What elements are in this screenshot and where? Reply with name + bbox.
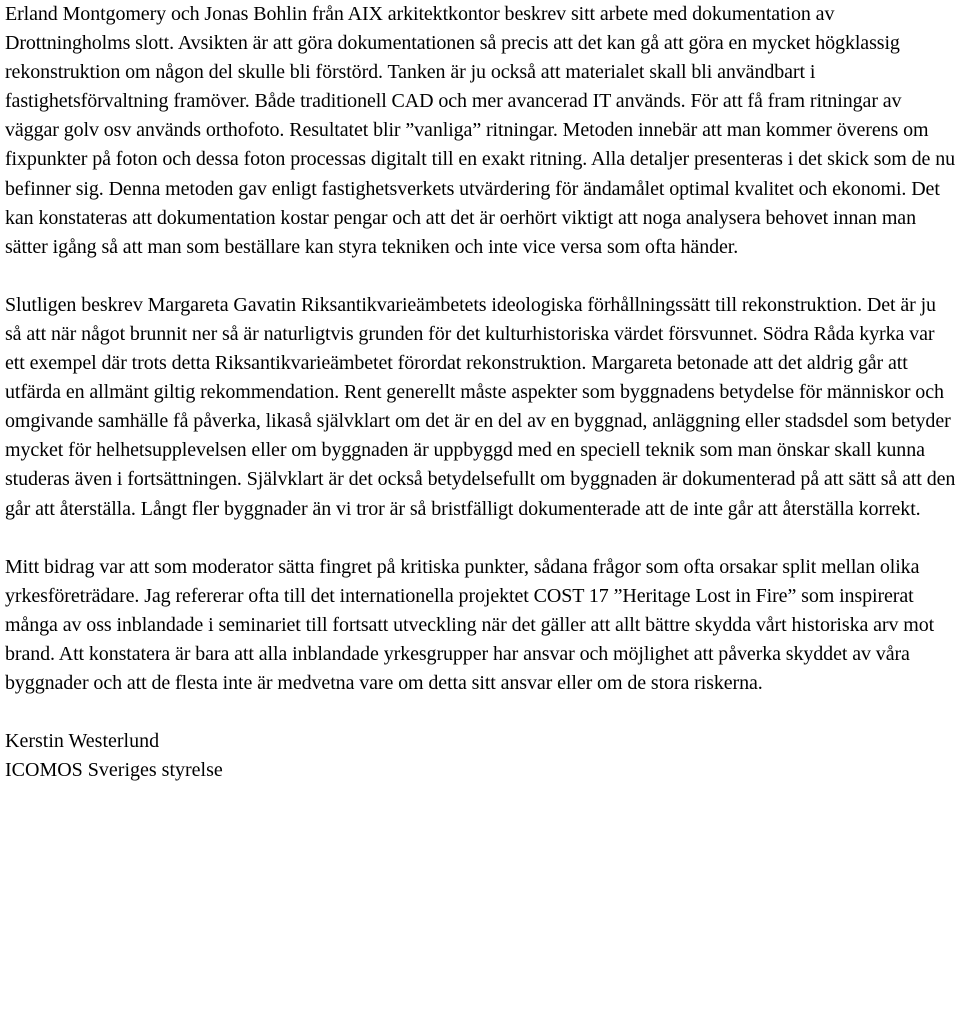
signature-name: Kerstin Westerlund: [5, 730, 160, 753]
paragraph-moderator: Mitt bidrag var att som moderator sätta fingret på kritiska punkter, sådana frågor som ofta orsakar split mellan olika yrkesföreträdare. Jag refererar ofta till det internationella projektet COST 17 ”Heritage Lost in Fire” som inspirerat många av oss inblandade i seminariet till fortsatt utveckling när det gäller att allt bättre skydda vårt historiska arv mot brand. Att konstatera är bara att alla inblandade yrkesgrupper har ansvar och möjlighet att påverka skyddet av våra byggnader och att de flesta inte är medvetna vare om detta sitt ansvar eller om de stora riskerna.: [5, 555, 935, 694]
signature-organization: ICOMOS Sveriges styrelse: [5, 759, 223, 782]
paragraph-aix-documentation: Erland Montgomery och Jonas Bohlin från AIX arkitektkontor beskrev sitt arbete med dokumentation av Drottningholms slott. Avsikten är att göra dokumentationen så precis att det kan gå att göra en mycket högklassig rekonstruktion om någon del skulle bli förstörd. Tanken är ju också att materialet skall bli användbart i fastighetsförvaltning framöver. Både traditionell CAD och mer avancerad IT används. För att få fram ritningar av väggar golv osv används orthofoto. Resultatet blir ”vanliga” ritningar. Metoden innebär att man kommer överens om fixpunkter på foton och dessa foton processas digitalt till en exakt ritning. Alla detaljer presenteras i det skick som de nu befinner sig. Denna metoden gav enligt fastighetsverkets utvärdering för ändamålet optimal kvalitet och ekonomi. Det kan konstateras att dokumentation kostar pengar och att det är oerhört viktigt att noga analysera behovet innan man sätter igång så att man som beställare kan styra tekniken och inte vice versa som ofta händer.: [5, 3, 956, 258]
signature-block: [5, 727, 957, 785]
document-page: [5, 0, 957, 785]
paragraph-riksantikvarieambetet: Slutligen beskrev Margareta Gavatin Riksantikvarieämbetets ideologiska förhållningssätt till rekonstruktion. Det är ju så att när något brunnit ner så är naturligtvis grunden för det kulturhistoriska värdet försvunnet. Södra Råda kyrka var ett exempel där trots detta Riksantikvarieämbetet förordat rekonstruktion. Margareta betonade att det aldrig går att utfärda en allmänt giltig rekommendation. Rent generellt måste aspekter som byggnadens betydelse för människor och omgivande samhälle få påverka, likaså självklart om det är en del av en byggnad, anläggning eller stadsdel som betyder mycket för helhetsupplevelsen eller om byggnaden är uppbyggd med en speciell teknik som man önskar skall kunna studeras även i fortsättningen. Självklart är det också betydelsefullt om byggnaden är dokumenterad på att sätt så att den går att återställa. Långt fler byggnader än vi tror är så bristfälligt dokumenterade att de inte går att återställa korrekt.: [5, 293, 956, 520]
